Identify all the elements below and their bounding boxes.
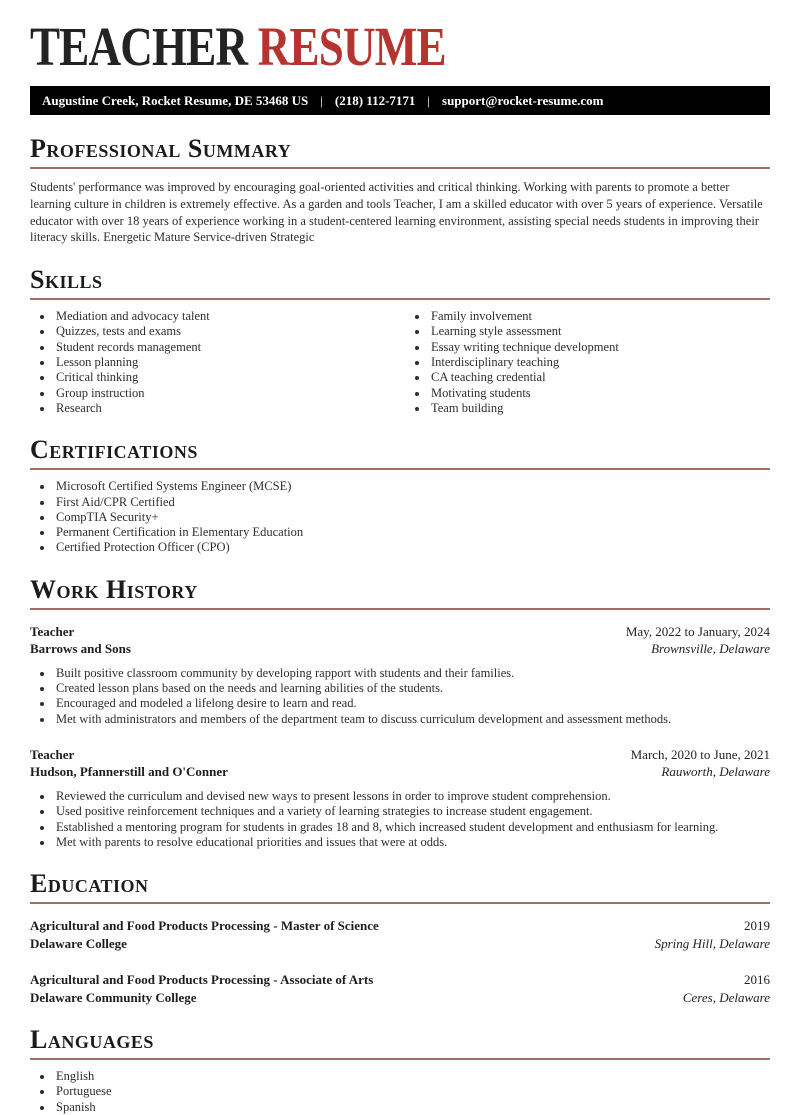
skill-item: • Essay writing technique development xyxy=(429,340,770,355)
education-school: Delaware Community College xyxy=(30,989,197,1005)
education-year: 2016 xyxy=(744,972,770,988)
section-rule xyxy=(30,1058,770,1060)
job-title-row xyxy=(30,746,770,764)
job-bullets xyxy=(30,666,770,727)
certification-item: • CompTIA Security+ xyxy=(54,510,770,525)
section-rule xyxy=(30,468,770,470)
skill-item: • Mediation and advocacy talent xyxy=(54,309,395,324)
certifications-list xyxy=(30,479,770,555)
summary-text: Students' performance was improved by encouraging goal-oriented activities and critical thinking. Working with parents to promote a better learning culture in children is extremely effective. As a garden and tools Teacher, I am a skilled educator with over 5 years of experience. Versatile educator with over 18 years of experience working in a student-centered learning environment, assisting special needs students in improving their literacy skills. Energetic Mature Service-driven Strategic xyxy=(30,180,763,245)
certification-item: • Certified Protection Officer (CPO) xyxy=(54,540,770,555)
section-heading-education: Education xyxy=(30,869,149,899)
skill-item: • Motivating students xyxy=(429,386,770,401)
education-location: Spring Hill, Delaware xyxy=(654,935,770,951)
education-degree: Agricultural and Food Products Processing - Master of Science xyxy=(30,918,379,934)
section-education xyxy=(30,871,770,1006)
language-item: • Spanish xyxy=(54,1100,770,1115)
contact-phone: (218) 112-7171 xyxy=(334,92,416,108)
skill-item: • Group instruction xyxy=(54,386,395,401)
job-bullets xyxy=(30,789,770,850)
education-entry-2 xyxy=(30,971,770,1006)
job-company: Hudson, Pfannerstill and O'Conner xyxy=(30,764,228,780)
section-languages xyxy=(30,1027,770,1115)
section-rule xyxy=(30,167,770,169)
job-bullet-item: • Reviewed the curriculum and devised new ways to present lessons in order to improve student comprehension. xyxy=(54,789,770,804)
job-location: Brownsville, Delaware xyxy=(651,641,770,657)
job-bullet-item: • Built positive classroom community by developing rapport with students and their families. xyxy=(54,666,770,681)
section-skills xyxy=(30,267,770,416)
education-degree-row xyxy=(30,971,770,989)
skills-list-left xyxy=(30,309,395,416)
job-entry-1 xyxy=(30,623,770,727)
job-bullet-item: • Encouraged and modeled a lifelong desire to learn and read. xyxy=(54,696,770,711)
job-title: Teacher xyxy=(30,623,75,639)
skill-item: • Interdisciplinary teaching xyxy=(429,355,770,370)
skill-item: • Critical thinking xyxy=(54,370,395,385)
skill-item: • CA teaching credential xyxy=(429,370,770,385)
education-school: Delaware College xyxy=(30,935,127,951)
education-degree-row xyxy=(30,917,770,935)
skill-item: • Learning style assessment xyxy=(429,324,770,339)
language-item: • English xyxy=(54,1069,770,1084)
contact-bar xyxy=(30,86,770,115)
job-bullet-item: • Created lesson plans based on the needs and learning abilities of the students. xyxy=(54,681,770,696)
education-year: 2019 xyxy=(744,918,770,934)
contact-divider-2: | xyxy=(427,92,431,108)
contact-divider-1: | xyxy=(320,92,323,108)
section-heading-certifications: Certifications xyxy=(30,435,198,465)
section-professional-summary xyxy=(30,136,770,246)
title-word-resume: RESUME xyxy=(257,16,446,77)
skill-item: • Team building xyxy=(429,401,770,416)
job-bullet-item: • Met with parents to resolve educational priorities and issues that were at odds. xyxy=(54,835,770,850)
contact-address: Augustine Creek, Rocket Resume, DE 53468 US xyxy=(42,92,309,108)
section-certifications xyxy=(30,437,770,555)
skills-list-right xyxy=(405,309,770,416)
job-title-row xyxy=(30,623,770,641)
skills-columns xyxy=(30,300,770,416)
job-location: Rauworth, Delaware xyxy=(661,764,770,780)
skill-item: • Lesson planning xyxy=(54,355,395,370)
section-rule xyxy=(30,608,770,610)
resume-title xyxy=(30,16,637,77)
contact-email: support@rocket-resume.com xyxy=(442,92,604,108)
job-dates: May, 2022 to January, 2024 xyxy=(625,623,770,639)
section-heading-skills: Skills xyxy=(30,265,103,295)
education-degree: Agricultural and Food Products Processing - Associate of Arts xyxy=(30,972,374,988)
section-rule xyxy=(30,902,770,904)
education-location: Ceres, Delaware xyxy=(682,989,770,1005)
language-item: • Portuguese xyxy=(54,1084,770,1099)
education-school-row xyxy=(30,935,770,953)
job-company-row xyxy=(30,763,770,781)
job-dates: March, 2020 to June, 2021 xyxy=(630,746,770,762)
job-bullet-item: • Established a mentoring program for students in grades 18 and 8, which increased student development and enthusiasm for learning. xyxy=(54,820,770,835)
education-entry-1 xyxy=(30,917,770,952)
title-space xyxy=(247,16,257,77)
certification-item: • Permanent Certification in Elementary Education xyxy=(54,525,770,540)
section-heading-languages: Languages xyxy=(30,1025,154,1055)
certification-item: • First Aid/CPR Certified xyxy=(54,495,770,510)
skill-item: • Student records management xyxy=(54,340,395,355)
skill-item: • Family involvement xyxy=(429,309,770,324)
section-heading-professional-summary: Professional Summary xyxy=(30,134,292,163)
certification-item: • Microsoft Certified Systems Engineer (MCSE) xyxy=(54,479,770,494)
job-company: Barrows and Sons xyxy=(30,641,131,657)
job-bullet-item: • Met with administrators and members of the department team to discuss curriculum development and assessment methods. xyxy=(54,712,770,727)
skill-item: • Research xyxy=(54,401,395,416)
job-company-row xyxy=(30,640,770,658)
skill-item: • Quizzes, tests and exams xyxy=(54,324,395,339)
section-heading-work-history: Work History xyxy=(30,574,198,604)
education-school-row xyxy=(30,989,770,1007)
section-work-history xyxy=(30,574,770,850)
job-entry-2 xyxy=(30,746,770,850)
job-bullet-item: • Used positive reinforcement techniques and a variety of learning strategies to increase student engagement. xyxy=(54,804,770,819)
job-title: Teacher xyxy=(30,746,75,762)
title-word-teacher: TEACHER xyxy=(30,16,248,77)
languages-list xyxy=(30,1069,770,1115)
